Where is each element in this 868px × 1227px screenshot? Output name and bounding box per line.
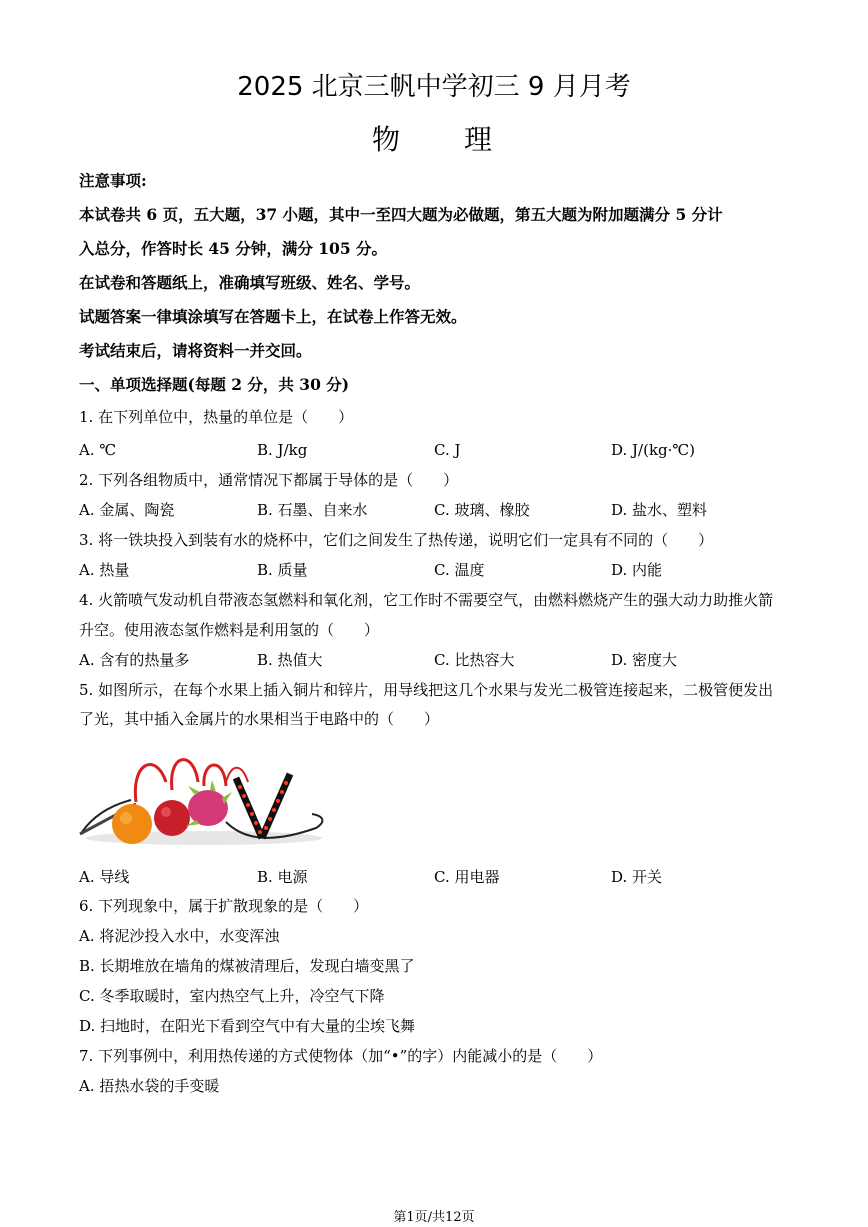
option-b: B. 质量 bbox=[257, 561, 308, 579]
option-b: B. 长期堆放在墙角的煤被清理后，发现白墙变黑了 bbox=[79, 957, 415, 975]
subject-char-1: 物 bbox=[371, 123, 404, 156]
option-a: A. 将泥沙投入水中，水变浑浊 bbox=[79, 927, 280, 945]
option-b: B. 石墨、自来水 bbox=[257, 501, 368, 519]
notice-line: 试题答案一律填涂填写在答题卡上，在试卷上作答无效。 bbox=[79, 307, 467, 326]
question-stem: 7. 下列事例中，利用热传递的方式使物体（加“•”的字）内能减小的是（ ） bbox=[79, 1047, 603, 1065]
subject-char-2: 理 bbox=[464, 123, 497, 156]
option-c: C. 温度 bbox=[434, 561, 485, 579]
option-b: B. 电源 bbox=[257, 868, 308, 886]
question-stem: 5. 如图所示，在每个水果上插入铜片和锌片，用导线把这几个水果与发光二极管连接起来，二极管便发出 bbox=[79, 681, 774, 699]
exam-title: 2025 北京三帆中学初三 9 月月考 bbox=[237, 72, 631, 102]
question-stem-cont: 升空。使用液态氢作燃料是利用氢的（ ） bbox=[79, 621, 380, 639]
orange-fruit bbox=[112, 804, 152, 844]
red-wire bbox=[135, 765, 166, 802]
option-a: A. ℃ bbox=[79, 441, 117, 459]
option-a: A. 捂热水袋的手变暖 bbox=[79, 1077, 220, 1095]
red-wire bbox=[204, 765, 226, 786]
option-b: B. 热值大 bbox=[257, 651, 323, 669]
question-stem-cont: 了光，其中插入金属片的水果相当于电路中的（ ） bbox=[79, 710, 440, 728]
question-stem: 4. 火箭喷气发动机自带液态氢燃料和氧化剂，它工作时不需要空气，由燃料燃烧产生的强大动力助推火箭 bbox=[79, 591, 774, 609]
option-c: C. J bbox=[434, 441, 461, 459]
option-c: C. 玻璃、橡胶 bbox=[434, 501, 530, 519]
page-number: 第1页/共12页 bbox=[393, 1210, 475, 1225]
option-a: A. 金属、陶瓷 bbox=[79, 501, 175, 519]
option-a: A. 导线 bbox=[79, 868, 130, 886]
subject-title bbox=[0, 118, 868, 158]
option-a: A. 热量 bbox=[79, 561, 130, 579]
pomegranate-fruit bbox=[154, 800, 190, 836]
highlight-shape bbox=[120, 812, 132, 824]
option-c: C. 用电器 bbox=[434, 868, 500, 886]
option-d: D. J/(kg·℃) bbox=[611, 441, 696, 459]
dragon-fruit bbox=[188, 790, 228, 826]
option-d: D. 盐水、塑料 bbox=[611, 501, 708, 519]
notice-line: 考试结束后，请将资料一并交回。 bbox=[79, 341, 312, 360]
section-heading: 一、单项选择题(每题 2 分，共 30 分) bbox=[79, 375, 350, 394]
highlight-shape bbox=[161, 807, 171, 817]
question-stem: 2. 下列各组物质中，通常情况下都属于导体的是（ ） bbox=[79, 471, 459, 489]
notice-line: 在试卷和答题纸上，准确填写班级、姓名、学号。 bbox=[79, 273, 421, 292]
notice-line: 本试卷共 6 页，五大题，37 小题，其中一至四大题为必做题，第五大题为附加题满分 5 分计 bbox=[79, 205, 723, 224]
option-d: D. 开关 bbox=[611, 868, 663, 886]
option-d: D. 内能 bbox=[611, 561, 663, 579]
question-stem: 6. 下列现象中，属于扩散现象的是（ ） bbox=[79, 897, 369, 915]
option-a: A. 含有的热量多 bbox=[79, 651, 190, 669]
option-b: B. J/kg bbox=[257, 441, 308, 459]
question-stem: 3. 将一铁块投入到装有水的烧杯中，它们之间发生了热传递，说明它们一定具有不同的（ ） bbox=[79, 531, 714, 549]
option-d: D. 密度大 bbox=[611, 651, 678, 669]
notice-heading: 注意事项: bbox=[79, 171, 147, 190]
red-wire bbox=[172, 760, 198, 790]
option-c: C. 冬季取暖时，室内热空气上升，冷空气下降 bbox=[79, 987, 385, 1005]
option-d: D. 扫地时，在阳光下看到空气中有大量的尘埃飞舞 bbox=[79, 1017, 416, 1035]
option-c: C. 比热容大 bbox=[434, 651, 515, 669]
fruit-battery-led-figure bbox=[76, 742, 332, 854]
notice-line: 入总分，作答时长 45 分钟，满分 105 分。 bbox=[79, 239, 388, 258]
question-stem: 1. 在下列单位中，热量的单位是（ ） bbox=[79, 408, 354, 426]
